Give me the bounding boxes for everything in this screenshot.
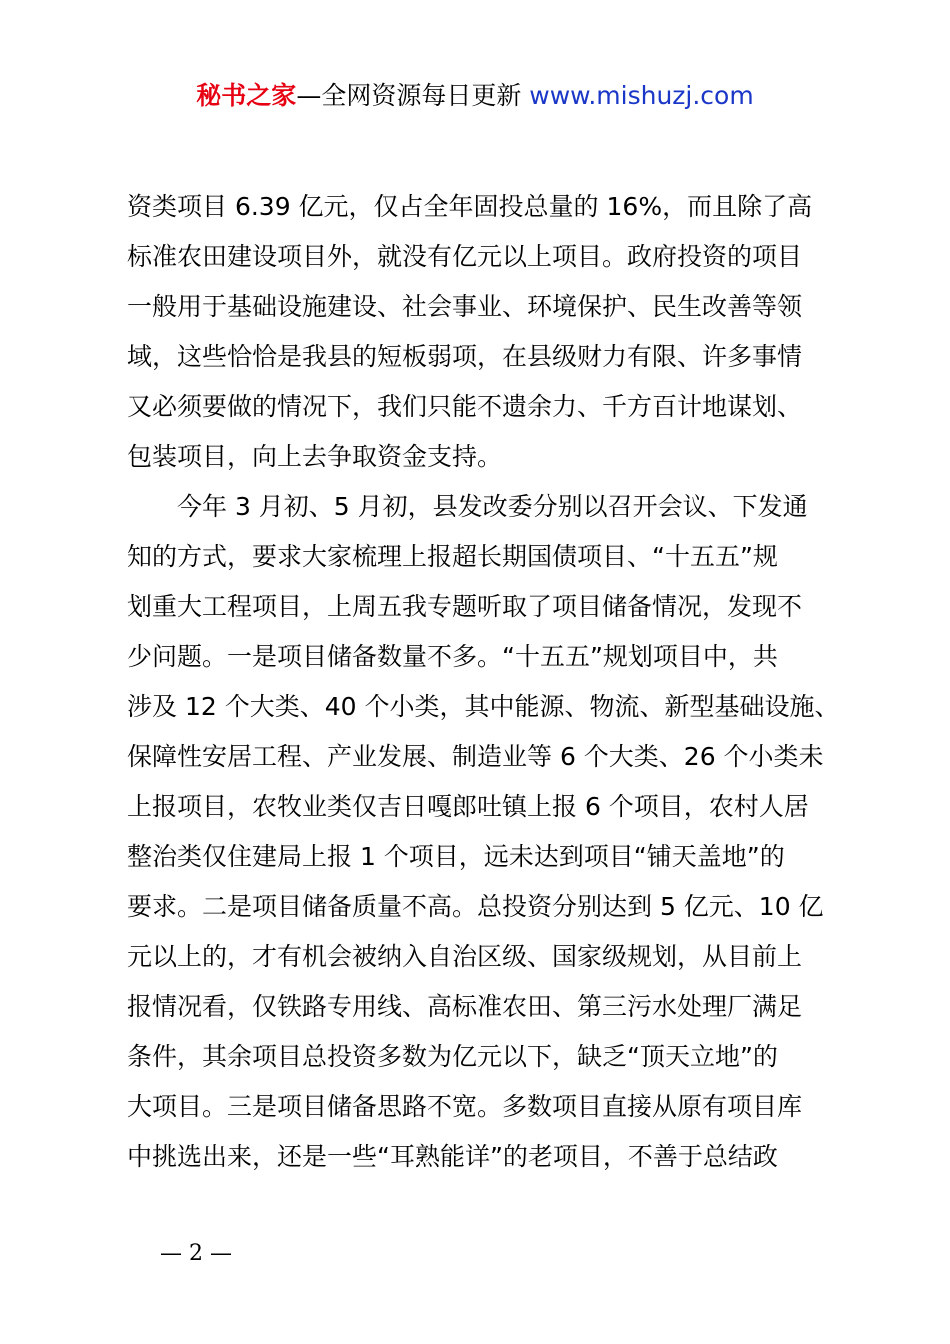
text-line: 要求。二是项目储备质量不高。总投资分别达到 5 亿元、10 亿 <box>127 892 824 921</box>
text-line: 域，这些恰恰是我县的短板弱项，在县级财力有限、许多事情 <box>127 342 803 371</box>
text-line: 一般用于基础设施建设、社会事业、环境保护、民生改善等领 <box>127 292 803 321</box>
text-line: 标准农田建设项目外，就没有亿元以上项目。政府投资的项目 <box>127 242 803 271</box>
header-tagline: —全网资源每日更新 <box>296 81 522 110</box>
text-line: 条件，其余项目总投资多数为亿元以下，缺乏“顶天立地”的 <box>127 1042 778 1071</box>
text-line: 元以上的，才有机会被纳入自治区级、国家级规划，从目前上 <box>127 942 803 971</box>
text-line: 整治类仅住建局上报 1 个项目，远未达到项目“铺天盖地”的 <box>127 842 785 871</box>
text-line: 报情况看，仅铁路专用线、高标准农田、第三污水处理厂满足 <box>127 992 803 1021</box>
document-body <box>127 182 847 1182</box>
text-line: 知的方式，要求大家梳理上报超长期国债项目、“十五五”规 <box>127 542 778 571</box>
site-url-link[interactable]: www.mishuzj.com <box>529 81 754 110</box>
text-line: 包装项目，向上去争取资金支持。 <box>127 442 503 471</box>
text-line: 少问题。一是项目储备数量不多。“十五五”规划项目中，共 <box>127 642 778 671</box>
text-line: 资类项目 6.39 亿元，仅占全年固投总量的 16%，而且除了高 <box>127 192 813 221</box>
text-line: 今年 3 月初、5 月初，县发改委分别以召开会议、下发通 <box>127 492 808 521</box>
text-line: 涉及 12 个大类、40 个小类，其中能源、物流、新型基础设施、 <box>127 692 840 721</box>
brand-name: 秘书之家 <box>196 81 297 110</box>
text-line: 中挑选出来，还是一些“耳熟能详”的老项目，不善于总结政 <box>127 1142 778 1171</box>
text-line: 上报项目，农牧业类仅吉日嘎郎吐镇上报 6 个项目，农村人居 <box>127 792 809 821</box>
site-header <box>0 78 950 114</box>
text-line: 又必须要做的情况下，我们只能不遗余力、千方百计地谋划、 <box>127 392 803 421</box>
text-line: 大项目。三是项目储备思路不宽。多数项目直接从原有项目库 <box>127 1092 803 1121</box>
page-number: — 2 — <box>160 1241 232 1266</box>
text-line: 划重大工程项目，上周五我专题听取了项目储备情况，发现不 <box>127 592 803 621</box>
text-line: 保障性安居工程、产业发展、制造业等 6 个大类、26 个小类未 <box>127 742 824 771</box>
